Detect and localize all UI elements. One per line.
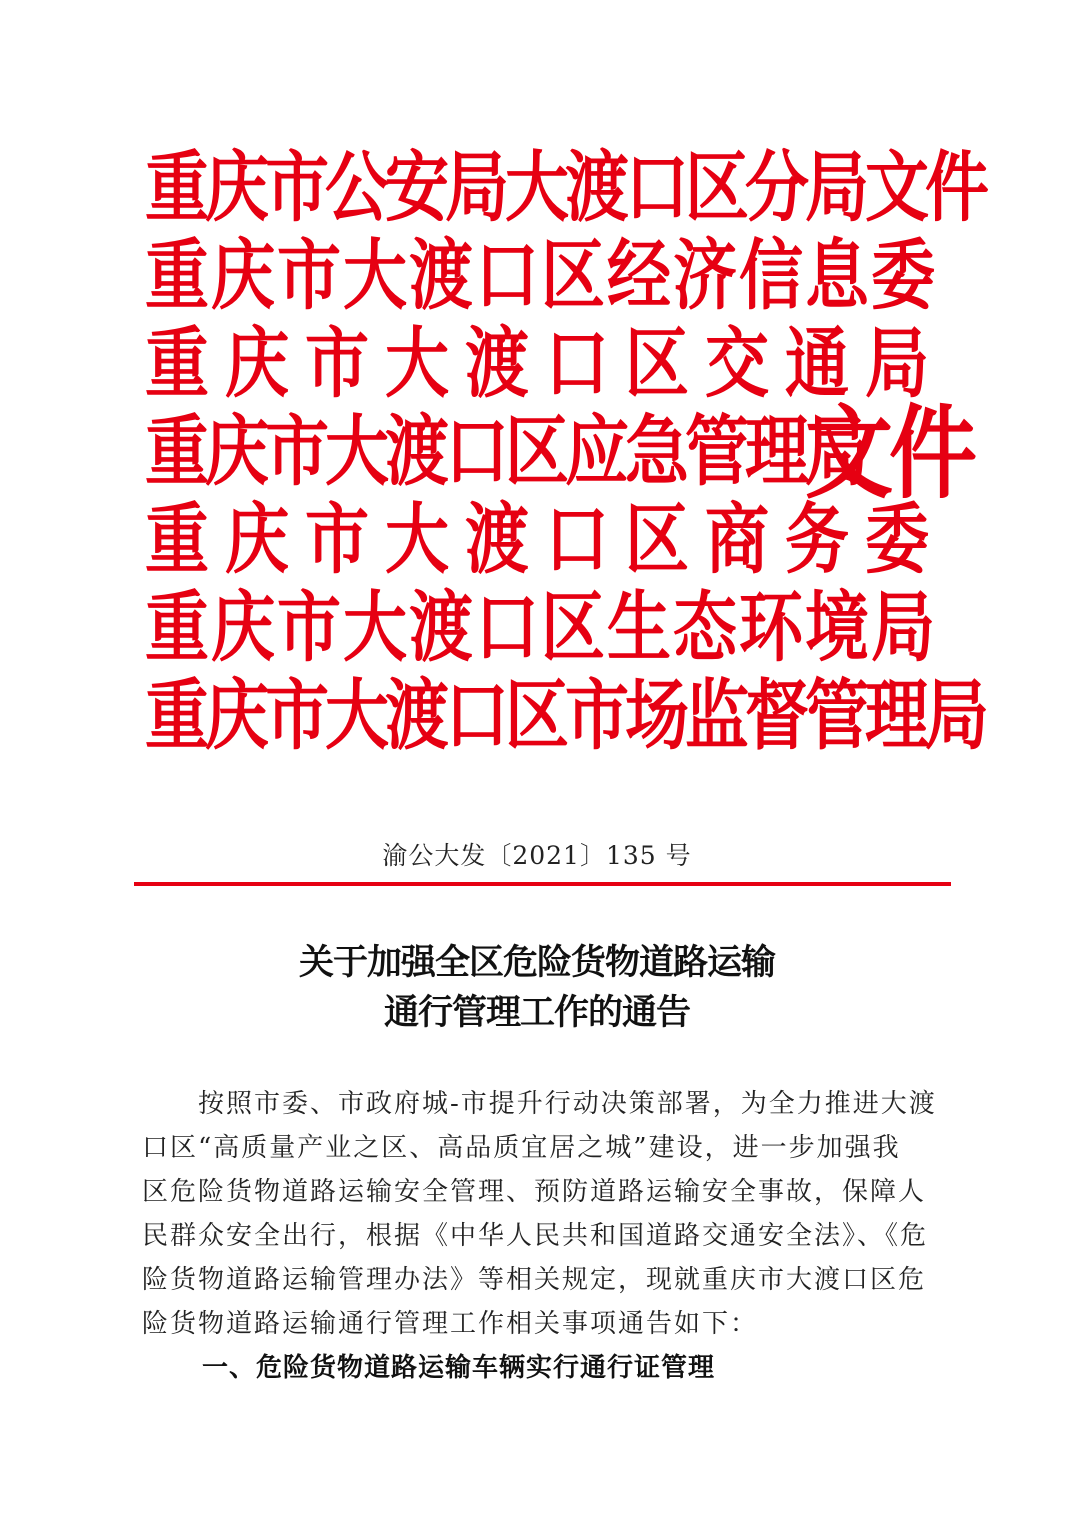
body-line: 险货物道路运输通行管理工作相关事项通告如下： (142, 1309, 759, 1339)
title-line-1: 关于加强全区危险货物道路运输 (298, 942, 775, 983)
issuer-line: 重庆市公安局大渡口区分局文件 (145, 143, 985, 234)
document-title (0, 938, 1074, 1038)
body-line: 按照市委、市政府城-市提升行动决策部署，为全力推进大渡 (198, 1089, 937, 1119)
issuer-line: 重庆市大渡口区商务委 (145, 495, 945, 586)
issuer-line: 重庆市大渡口区经济信息委 (145, 231, 937, 322)
document-number: 渝公大发〔2021〕135 号 (382, 841, 692, 870)
header-suffix: 文件 (805, 393, 974, 513)
issuer-line: 重庆市大渡口区生态环境局 (145, 583, 937, 674)
title-line-2: 通行管理工作的通告 (383, 992, 690, 1033)
body-line: 险货物道路运输管理办法》等相关规定，现就重庆市大渡口区危 (142, 1265, 927, 1295)
body-line: 民群众安全出行，根据《中华人民共和国道路交通安全法》、《危 (142, 1221, 929, 1251)
issuer-line: 重庆市大渡口区交通局 (145, 319, 945, 410)
red-divider (134, 882, 951, 886)
issuer-list (145, 143, 985, 762)
issuer-line: 重庆市大渡口区应急管理局 (145, 407, 865, 498)
issuer-line: 重庆市大渡口区市场监督管理局 (145, 671, 985, 762)
document-body (142, 1082, 947, 1390)
body-line: 口区“高质量产业之区、高品质宜居之城”建设，进一步加强我 (142, 1133, 901, 1163)
body-line: 区危险货物道路运输安全管理、预防道路运输安全事故，保障人 (142, 1177, 927, 1207)
section-heading: 一、危险货物道路运输车辆实行通行证管理 (202, 1353, 716, 1383)
red-header (145, 143, 985, 785)
